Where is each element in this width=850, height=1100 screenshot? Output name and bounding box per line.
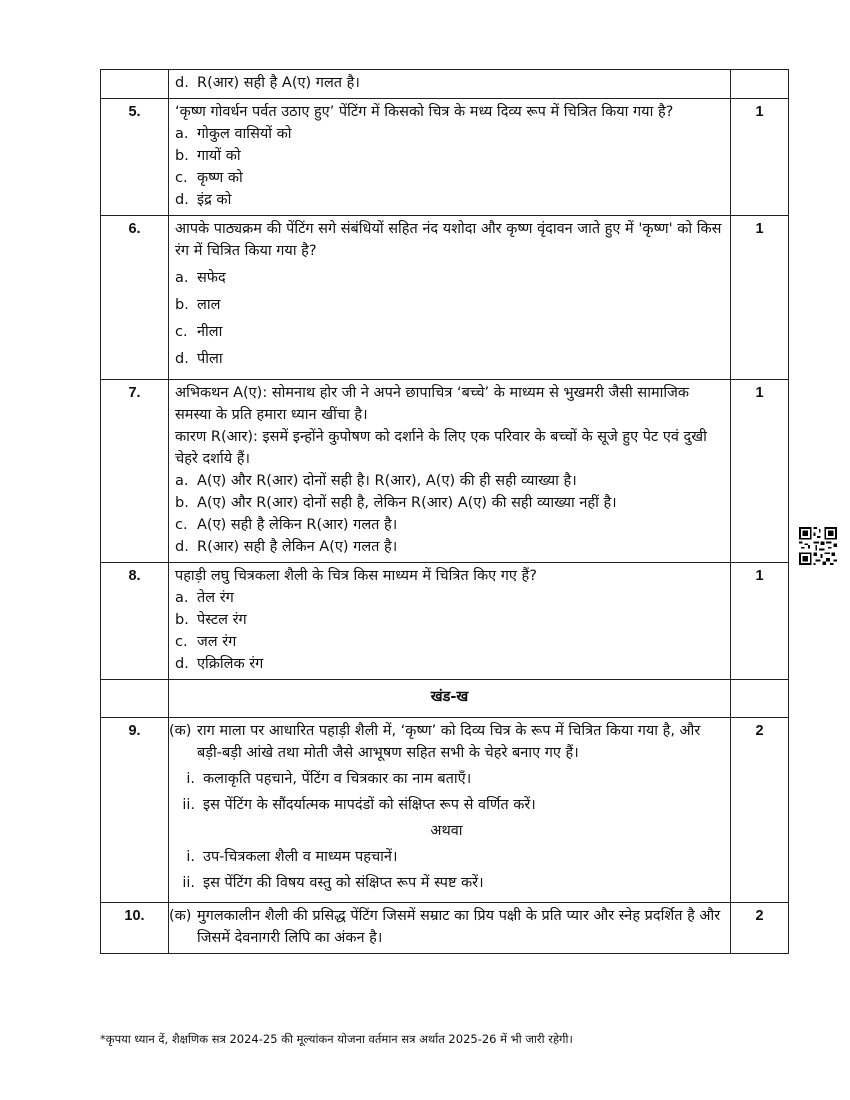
marks: 1 xyxy=(731,380,789,563)
question-text: पहाड़ी लघु चित्रकला शैली के चित्र किस माध्यम में चित्रित किए गए हैं? xyxy=(175,568,537,584)
question-number: 10. xyxy=(101,903,169,954)
table-row: 9. (क) राग माला पर आधारित पहाड़ी शैली में, ‘कृष्ण’ को दिव्य चित्र के रूप में चित्रित किया गया है, और बड़ी-बड़ी आंखे तथा मोती जैसे आभूषण सहित सभी के चेहरे बनाए गए हैं। i. कलाकृति पहचाने, पेंटिंग व चित्रकार का नाम बताएँ। ii. इस पेंटिंग के सौंदर्यात्मक मापदंडों को संक्षिप्त रूप से वर्णित करें। अथवा i. उप-चित्रकला शैली व माध्यम पहचानें। ii. इस पेंटिंग की विषय वस्तु को संक्षिप्त रूप में स्पष्ट करें। 2 xyxy=(101,718,789,903)
question-number: 7. xyxy=(101,380,169,563)
sub-question: कलाकृति पहचाने, पेंटिंग व चित्रकार का नाम बताएँ। xyxy=(203,771,472,787)
marks: 2 xyxy=(731,718,789,903)
sub-question: इस पेंटिंग के सौंदर्यात्मक मापदंडों को संक्षिप्त रूप से वर्णित करें। xyxy=(203,797,536,813)
question-number: 8. xyxy=(101,563,169,680)
footer-note: *कृपया ध्यान दें, शैक्षणिक सत्र 2024-25 की मूल्यांकन योजना वर्तमान सत्र अर्थात 2025-26 में भी जारी रहेगी। xyxy=(100,1032,573,1046)
option-c: जल रंग xyxy=(197,634,237,650)
option-d: एक्रिलिक रंग xyxy=(197,656,264,672)
option-b: पेस्टल रंग xyxy=(197,612,247,628)
option-a: तेल रंग xyxy=(197,590,234,606)
marks: 2 xyxy=(731,903,789,954)
option-c: A(ए) सही है लेकिन R(आर) गलत है। xyxy=(197,517,398,533)
question-number: 5. xyxy=(101,99,169,216)
option-b: लाल xyxy=(197,297,221,313)
section-heading: खंड-ख xyxy=(169,680,731,718)
question-text: आपके पाठ्यक्रम की पेंटिंग सगे संबंधियों सहित नंद यशोदा और कृष्ण वृंदावन जाते हुए में 'कृष्ण' को किस रंग में चित्रित किया गया है? xyxy=(175,221,722,259)
question-text: राग माला पर आधारित पहाड़ी शैली में, ‘कृष्ण’ को दिव्य चित्र के रूप में चित्रित किया गया है, और बड़ी-बड़ी आंखे तथा मोती जैसे आभूषण सहित सभी के चेहरे बनाए गए हैं। xyxy=(197,723,701,761)
question-text: मुगलकालीन शैली की प्रसिद्ध पेंटिंग जिसमें सम्राट का प्रिय पक्षी के प्रति प्यार और स्नेह प्रदर्शित है और जिसमें देवनागरी लिपि का अंकन है। xyxy=(197,908,721,946)
option-d: R(आर) सही है लेकिन A(ए) गलत है। xyxy=(197,539,398,555)
table-row: 8. पहाड़ी लघु चित्रकला शैली के चित्र किस माध्यम में चित्रित किए गए हैं? a. तेल रंग b. पेस्टल रंग c. जल रंग d. एक्रिलिक रंग 1 xyxy=(101,563,789,680)
reason-text: कारण R(आर): इसमें इन्होंने कुपोषण को दर्शाने के लिए एक परिवार के बच्चों के सूजे हुए पेट एवं दुखी चेहरे दर्शाये हैं। xyxy=(175,429,707,467)
table-row: 6. आपके पाठ्यक्रम की पेंटिंग सगे संबंधियों सहित नंद यशोदा और कृष्ण वृंदावन जाते हुए में 'कृष्ण' को किस रंग में चित्रित किया गया है? a. सफेद b. लाल c. नीला d. पीला 1 xyxy=(101,216,789,380)
table-row: 10. (क) मुगलकालीन शैली की प्रसिद्ध पेंटिंग जिसमें सम्राट का प्रिय पक्षी के प्रति प्यार और स्नेह प्रदर्शित है और जिसमें देवनागरी लिपि का अंकन है। 2 xyxy=(101,903,789,954)
option-b: गायों को xyxy=(197,148,241,164)
question-number: 6. xyxy=(101,216,169,380)
table-row xyxy=(101,680,789,718)
assertion-text: अभिकथन A(ए): सोमनाथ होर जी ने अपने छापाचित्र ‘बच्चे’ के माध्यम से भुखमरी जैसी सामाजिक समस्या के प्रति हमारा ध्यान खींचा है। xyxy=(175,385,690,423)
marks: 1 xyxy=(731,216,789,380)
marks: 1 xyxy=(731,99,789,216)
qr-code-icon xyxy=(799,527,837,565)
option-a: गोकुल वासियों को xyxy=(197,126,292,142)
option-a: A(ए) और R(आर) दोनों सही है। R(आर), A(ए) की ही सही व्याख्या है। xyxy=(197,473,577,489)
sub-question: उप-चित्रकला शैली व माध्यम पहचानें। xyxy=(203,849,398,865)
option-b: A(ए) और R(आर) दोनों सही है, लेकिन R(आर) A(ए) की सही व्याख्या नहीं है। xyxy=(197,495,617,511)
table-row: d. R(आर) सही है A(ए) गलत है। xyxy=(101,70,789,99)
or-label: अथवा xyxy=(430,823,463,839)
option-a: सफेद xyxy=(197,270,226,286)
table-row: 7. अभिकथन A(ए): सोमनाथ होर जी ने अपने छापाचित्र ‘बच्चे’ के माध्यम से भुखमरी जैसी सामाजिक समस्या के प्रति हमारा ध्यान खींचा है। कारण R(आर): इसमें इन्होंने कुपोषण को दर्शाने के लिए एक परिवार के बच्चों के सूजे हुए पेट एवं दुखी चेहरे दर्शाये हैं। a. A(ए) और R(आर) दोनों सही है। R(आर), A(ए) की ही सही व्याख्या है। b. A(ए) और R(आर) दोनों सही है, लेकिन R(आर) A(ए) की सही व्याख्या नहीं है। c. A(ए) सही है लेकिन R(आर) गलत है। d. R(आर) सही है लेकिन A(ए) गलत है। 1 xyxy=(101,380,789,563)
sub-question: इस पेंटिंग की विषय वस्तु को संक्षिप्त रूप में स्पष्ट करें। xyxy=(203,875,484,891)
option-c: कृष्ण को xyxy=(197,170,243,186)
option-c: नीला xyxy=(197,324,223,340)
table-row: 5. ‘कृष्ण गोवर्धन पर्वत उठाए हुए’ पेंटिंग में किसको चित्र के मध्य दिव्य रूप में चित्रित किया गया है? a. गोकुल वासियों को b. गायों को c. कृष्ण को d. इंद्र को 1 xyxy=(101,99,789,216)
question-table xyxy=(100,69,789,954)
marks: 1 xyxy=(731,563,789,680)
question-number: 9. xyxy=(101,718,169,903)
option-d: इंद्र को xyxy=(197,192,232,208)
question-text: ‘कृष्ण गोवर्धन पर्वत उठाए हुए’ पेंटिंग में किसको चित्र के मध्य दिव्य रूप में चित्रित किया गया है? xyxy=(175,104,674,120)
option-d: पीला xyxy=(197,351,223,367)
